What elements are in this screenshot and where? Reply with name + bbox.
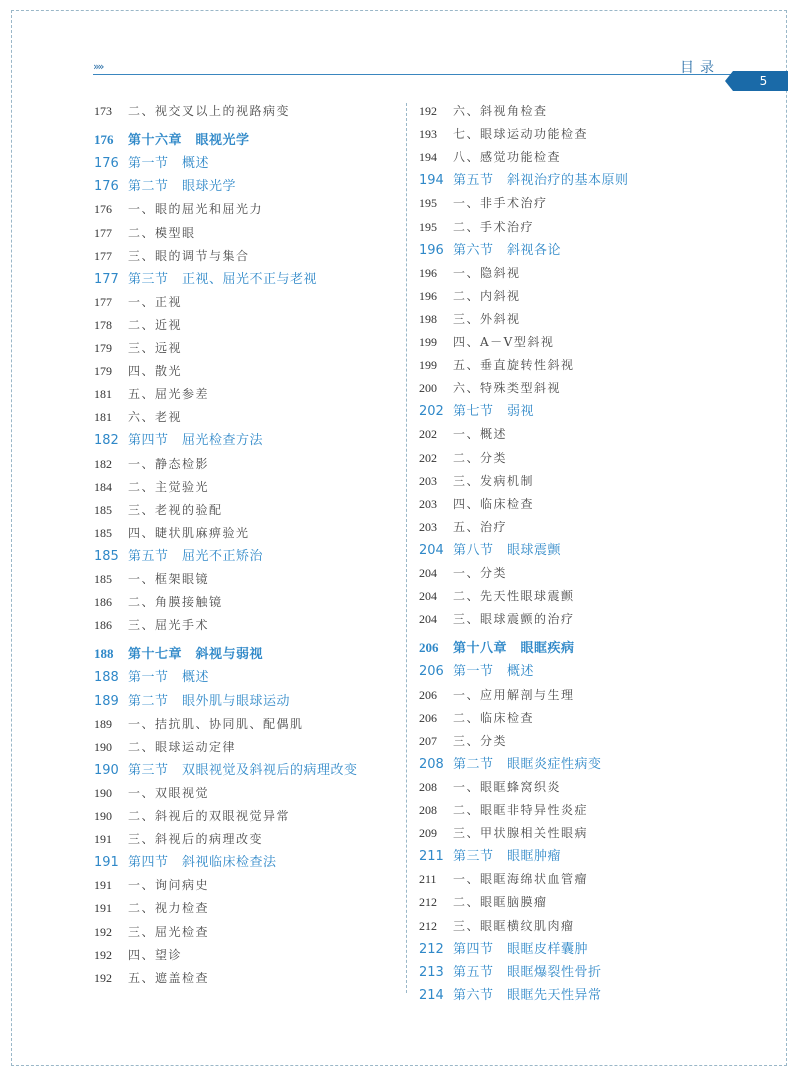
toc-section[interactable] [94, 152, 209, 174]
toc-item[interactable] [94, 406, 182, 428]
toc-page-number: 190 [94, 785, 112, 800]
toc-entry-title: 三、眼眶横纹肌肉瘤 [453, 918, 575, 933]
toc-entry-title: 一、框架眼镜 [128, 572, 210, 586]
toc-item[interactable] [419, 868, 588, 890]
toc-page-number: 182 [94, 433, 119, 449]
toc-item[interactable] [419, 470, 534, 492]
toc-entry-title: 第四节 屈光检查方法 [128, 433, 264, 449]
toc-entry-title: 第四节 斜视临床检查法 [128, 855, 277, 871]
toc-entry-title: 三、屈光手术 [128, 618, 210, 633]
toc-item[interactable] [94, 522, 250, 544]
toc-item[interactable] [94, 314, 182, 336]
toc-page-number: 194 [419, 173, 444, 189]
toc-page-number: 199 [419, 335, 437, 349]
toc-page-number: 212 [419, 895, 437, 910]
toc-entry-title: 第五节 斜视治疗的基本原则 [453, 173, 629, 189]
toc-page-number: 194 [419, 150, 437, 165]
toc-entry-title: 三、远视 [128, 341, 183, 355]
toc-page-number: 212 [419, 918, 437, 933]
toc-item[interactable] [94, 568, 209, 590]
toc-entry-title: 第一节 概述 [128, 670, 210, 686]
toc-page-number: 176 [94, 179, 119, 195]
toc-item[interactable] [419, 216, 534, 238]
toc-chapter[interactable] [94, 643, 263, 665]
toc-entry-title: 第二节 眼外肌与眼球运动 [128, 693, 291, 709]
toc-entry-title: 二、斜视后的双眼视觉异常 [128, 809, 291, 823]
toc-entry-title: 四、A－V型斜视 [453, 335, 555, 349]
toc-entry-title: 三、斜视后的病理改变 [128, 832, 264, 847]
toc-page-number: 189 [94, 716, 112, 731]
toc-page-number: 192 [419, 104, 437, 118]
toc-entry-title: 一、拮抗肌、协同肌、配偶肌 [128, 716, 304, 731]
toc-item[interactable] [419, 192, 548, 214]
toc-section[interactable] [94, 268, 317, 290]
toc-entry-title: 一、双眼视觉 [128, 785, 210, 800]
toc-entry-title: 第四节 眼眶皮样囊肿 [453, 941, 589, 957]
toc-item[interactable] [419, 891, 548, 913]
toc-page-number: 185 [94, 548, 119, 564]
toc-section[interactable] [419, 961, 602, 983]
toc-page-number: 196 [419, 288, 437, 303]
toc-item[interactable] [419, 146, 561, 168]
toc-page-number: 198 [419, 311, 437, 326]
toc-item[interactable] [419, 608, 575, 630]
toc-page-number: 181 [94, 387, 112, 402]
toc-entry-title: 三、分类 [453, 733, 508, 748]
toc-item[interactable] [419, 684, 575, 706]
toc-entry-title: 一、眼眶蜂窝织炎 [453, 779, 562, 794]
toc-entry-title: 八、感觉功能检查 [453, 150, 562, 165]
toc-item[interactable] [419, 516, 507, 538]
toc-page-number: 179 [94, 341, 112, 355]
toc-page-number: 190 [94, 762, 119, 778]
toc-page-number: 177 [94, 294, 112, 309]
toc-item[interactable] [419, 562, 507, 584]
toc-page-number: 184 [94, 479, 112, 494]
toc-page-number: 203 [419, 496, 437, 511]
toc-item[interactable] [419, 585, 575, 607]
toc-entry-title: 五、遮盖检查 [128, 970, 210, 985]
toc-page-number: 204 [419, 566, 437, 580]
toc-item[interactable] [419, 915, 575, 937]
toc-page-number: 212 [419, 941, 444, 957]
toc-item[interactable] [94, 828, 263, 850]
toc-entry-title: 二、模型眼 [128, 225, 196, 240]
toc-page-number: 186 [94, 595, 112, 610]
toc-page-number: 196 [419, 242, 444, 258]
toc-page-number: 204 [419, 589, 437, 604]
toc-section[interactable] [419, 400, 534, 422]
toc-page-number: 208 [419, 756, 444, 772]
toc-section[interactable] [419, 239, 561, 261]
toc-entry-title: 第一节 概述 [128, 156, 210, 172]
toc-item[interactable] [419, 423, 507, 445]
toc-page-number: 203 [419, 519, 437, 534]
page-number: 5 [759, 74, 768, 88]
toc-page-number: 203 [419, 473, 437, 488]
toc-entry-title: 一、应用解剖与生理 [453, 687, 575, 702]
toc-entry-title: 第六节 斜视各论 [453, 242, 562, 258]
toc-page-number: 202 [419, 450, 437, 465]
header-chevron-icon: »» [93, 60, 103, 73]
toc-item[interactable] [94, 897, 209, 919]
toc-section[interactable] [419, 539, 561, 561]
toc-page-number: 209 [419, 826, 437, 841]
toc-page-number: 177 [94, 248, 112, 263]
toc-entry-title: 二、先天性眼球震颤 [453, 589, 575, 604]
toc-page-number: 177 [94, 271, 119, 287]
toc-item[interactable] [94, 713, 304, 735]
toc-page-number: 199 [419, 358, 437, 373]
toc-page-number: 176 [94, 202, 112, 217]
toc-entry-title: 四、睫状肌麻痹验光 [128, 525, 250, 540]
toc-entry-title: 四、望诊 [128, 947, 183, 962]
toc-page-number: 204 [419, 612, 437, 627]
toc-entry-title: 一、眼的屈光和屈光力 [128, 202, 264, 217]
toc-item[interactable] [419, 331, 554, 353]
toc-page-number: 190 [94, 739, 112, 754]
toc-entry-title: 三、甲状腺相关性眼病 [453, 826, 589, 841]
toc-page-number: 207 [419, 733, 437, 748]
toc-item[interactable] [419, 707, 534, 729]
toc-item[interactable] [94, 476, 209, 498]
toc-item[interactable] [419, 377, 561, 399]
toc-entry-title: 二、内斜视 [453, 288, 521, 303]
page-number-tab [733, 71, 788, 91]
toc-page-number: 206 [419, 640, 439, 656]
toc-entry-title: 二、眼眶脑膜瘤 [453, 895, 548, 910]
toc-entry-title: 二、眼眶非特异性炎症 [453, 803, 589, 817]
toc-page-number: 191 [94, 878, 112, 893]
toc-entry-title: 三、眼的调节与集合 [128, 248, 250, 263]
toc-entry-title: 三、眼球震颤的治疗 [453, 612, 575, 627]
toc-page-number: 211 [419, 849, 444, 865]
toc-entry-title: 第二节 眼眶炎症性病变 [453, 756, 602, 772]
toc-item[interactable] [419, 285, 521, 307]
toc-entry-title: 二、临床检查 [453, 710, 535, 725]
toc-item[interactable] [94, 805, 290, 827]
toc-page-number: 185 [94, 525, 112, 540]
toc-entry-title: 二、分类 [453, 450, 508, 465]
toc-entry-title: 四、散光 [128, 364, 183, 379]
toc-entry-title: 第一节 概述 [453, 664, 535, 680]
toc-item[interactable] [94, 499, 223, 521]
toc-item[interactable] [419, 123, 588, 145]
toc-page-number: 191 [94, 901, 112, 916]
toc-item[interactable] [419, 447, 507, 469]
toc-page-number: 195 [419, 219, 437, 234]
toc-entry-title: 二、近视 [128, 317, 183, 332]
toc-item[interactable] [94, 921, 209, 943]
toc-page-number: 202 [419, 404, 444, 420]
toc-page-number: 195 [419, 196, 437, 211]
toc-section[interactable] [94, 666, 209, 688]
toc-item[interactable] [94, 100, 290, 122]
toc-page-number: 204 [419, 542, 444, 558]
toc-entry-title: 五、垂直旋转性斜视 [453, 358, 575, 373]
toc-item[interactable] [94, 245, 250, 267]
toc-section[interactable] [419, 660, 534, 682]
toc-entry-title: 第十六章 眼视光学 [128, 133, 250, 149]
toc-item[interactable] [94, 944, 182, 966]
toc-item[interactable] [94, 291, 182, 313]
toc-page-number: 202 [419, 427, 437, 442]
toc-item[interactable] [94, 591, 223, 613]
toc-item[interactable] [94, 874, 209, 896]
toc-item[interactable] [419, 730, 507, 752]
toc-entry-title: 二、手术治疗 [453, 219, 535, 234]
toc-page-number: 188 [94, 670, 119, 686]
toc-entry-title: 二、视力检查 [128, 901, 210, 916]
toc-page-number: 181 [94, 410, 112, 425]
toc-entry-title: 一、询问病史 [128, 878, 210, 893]
header-rule [93, 74, 733, 75]
toc-item[interactable] [419, 308, 521, 330]
toc-page-number: 206 [419, 687, 437, 702]
toc-entry-title: 第三节 眼眶肿瘤 [453, 849, 562, 865]
toc-item[interactable] [94, 383, 209, 405]
toc-item[interactable] [94, 782, 209, 804]
toc-page-number: 189 [94, 693, 119, 709]
toc-entry-title: 七、眼球运动功能检查 [453, 127, 589, 142]
toc-entry-title: 三、发病机制 [453, 473, 535, 488]
toc-page-number: 185 [94, 572, 112, 586]
toc-entry-title: 第三节 双眼视觉及斜视后的病理改变 [128, 762, 358, 778]
toc-item[interactable] [419, 100, 548, 122]
toc-entry-title: 六、老视 [128, 410, 183, 425]
toc-page-number: 208 [419, 803, 437, 817]
toc-entry-title: 五、屈光参差 [128, 387, 210, 402]
toc-section[interactable] [94, 851, 277, 873]
toc-section[interactable] [94, 759, 358, 781]
toc-entry-title: 二、角膜接触镜 [128, 595, 223, 610]
toc-page-number: 186 [94, 618, 112, 633]
toc-item[interactable] [94, 736, 236, 758]
toc-entry-title: 五、治疗 [453, 519, 508, 534]
toc-entry-title: 第八节 眼球震颤 [453, 542, 562, 558]
column-divider [406, 103, 407, 993]
toc-page-number: 176 [94, 132, 114, 148]
toc-item[interactable] [419, 799, 588, 821]
toc-entry-title: 三、屈光检查 [128, 924, 210, 939]
toc-page-number: 208 [419, 779, 437, 794]
toc-page-number: 191 [94, 832, 112, 847]
toc-page-number: 214 [419, 987, 444, 1003]
toc-entry-title: 第五节 眼眶爆裂性骨折 [453, 964, 602, 980]
toc-page-number: 193 [419, 127, 437, 142]
toc-entry-title: 一、静态检影 [128, 456, 210, 471]
toc-page-number: 206 [419, 710, 437, 725]
toc-item[interactable] [94, 614, 209, 636]
toc-page-number: 191 [94, 855, 119, 871]
toc-item[interactable] [94, 360, 182, 382]
toc-entry-title: 第十八章 眼眶疾病 [453, 641, 575, 657]
toc-entry-title: 一、隐斜视 [453, 265, 521, 280]
toc-page-number: 173 [94, 104, 112, 118]
toc-item[interactable] [419, 262, 521, 284]
toc-item[interactable] [94, 337, 182, 359]
toc-entry-title: 第二节 眼球光学 [128, 179, 237, 195]
toc-entry-title: 一、分类 [453, 566, 508, 580]
toc-section[interactable] [94, 545, 263, 567]
toc-page-number: 190 [94, 809, 112, 823]
toc-page-number: 206 [419, 664, 444, 680]
toc-item[interactable] [419, 493, 534, 515]
toc-entry-title: 二、主觉验光 [128, 479, 210, 494]
toc-chapter[interactable] [419, 637, 575, 659]
toc-entry-title: 六、斜视角检查 [453, 104, 548, 118]
toc-section[interactable] [419, 169, 629, 191]
toc-page-number: 177 [94, 225, 112, 240]
page-title: 目录 [680, 60, 720, 76]
toc-entry-title: 第六节 眼眶先天性异常 [453, 987, 602, 1003]
toc-entry-title: 一、正视 [128, 294, 183, 309]
toc-item[interactable] [419, 776, 561, 798]
toc-entry-title: 一、概述 [453, 427, 508, 442]
toc-section[interactable] [419, 938, 588, 960]
toc-page-number: 200 [419, 381, 437, 396]
toc-entry-title: 四、临床检查 [453, 496, 535, 511]
toc-page-number: 211 [419, 872, 437, 887]
toc-entry-title: 三、老视的验配 [128, 502, 223, 517]
toc-page-number: 185 [94, 502, 112, 517]
toc-entry-title: 第三节 正视、屈光不正与老视 [128, 271, 318, 287]
toc-entry-title: 二、视交叉以上的视路病变 [128, 104, 291, 118]
toc-page-number: 192 [94, 947, 112, 962]
toc-section[interactable] [419, 845, 561, 867]
toc-item[interactable] [94, 198, 263, 220]
toc-section[interactable] [419, 753, 602, 775]
toc-page-number: 182 [94, 456, 112, 471]
toc-page-number: 178 [94, 317, 112, 332]
toc-entry-title: 第十七章 斜视与弱视 [128, 647, 264, 663]
toc-entry-title: 三、外斜视 [453, 311, 521, 326]
toc-page-number: 213 [419, 964, 444, 980]
toc-entry-title: 一、眼眶海绵状血管瘤 [453, 872, 589, 887]
toc-page-number: 192 [94, 924, 112, 939]
toc-entry-title: 一、非手术治疗 [453, 196, 548, 211]
toc-section[interactable] [419, 984, 602, 1006]
toc-item[interactable] [419, 822, 588, 844]
toc-section[interactable] [94, 429, 263, 451]
toc-entry-title: 第七节 弱视 [453, 404, 535, 420]
toc-section[interactable] [94, 175, 236, 197]
toc-section[interactable] [94, 690, 290, 712]
toc-page-number: 196 [419, 265, 437, 280]
toc-page-number: 179 [94, 364, 112, 379]
toc-item[interactable] [419, 354, 575, 376]
toc-chapter[interactable] [94, 129, 250, 151]
toc-item[interactable] [94, 453, 209, 475]
toc-page-number: 176 [94, 156, 119, 172]
toc-entry-title: 六、特殊类型斜视 [453, 381, 562, 396]
toc-page-number: 188 [94, 646, 114, 662]
toc-item[interactable] [94, 222, 196, 244]
toc-item[interactable] [94, 967, 209, 989]
toc-entry-title: 第五节 屈光不正矫治 [128, 548, 264, 564]
toc-page-number: 192 [94, 970, 112, 985]
toc-entry-title: 二、眼球运动定律 [128, 739, 237, 754]
